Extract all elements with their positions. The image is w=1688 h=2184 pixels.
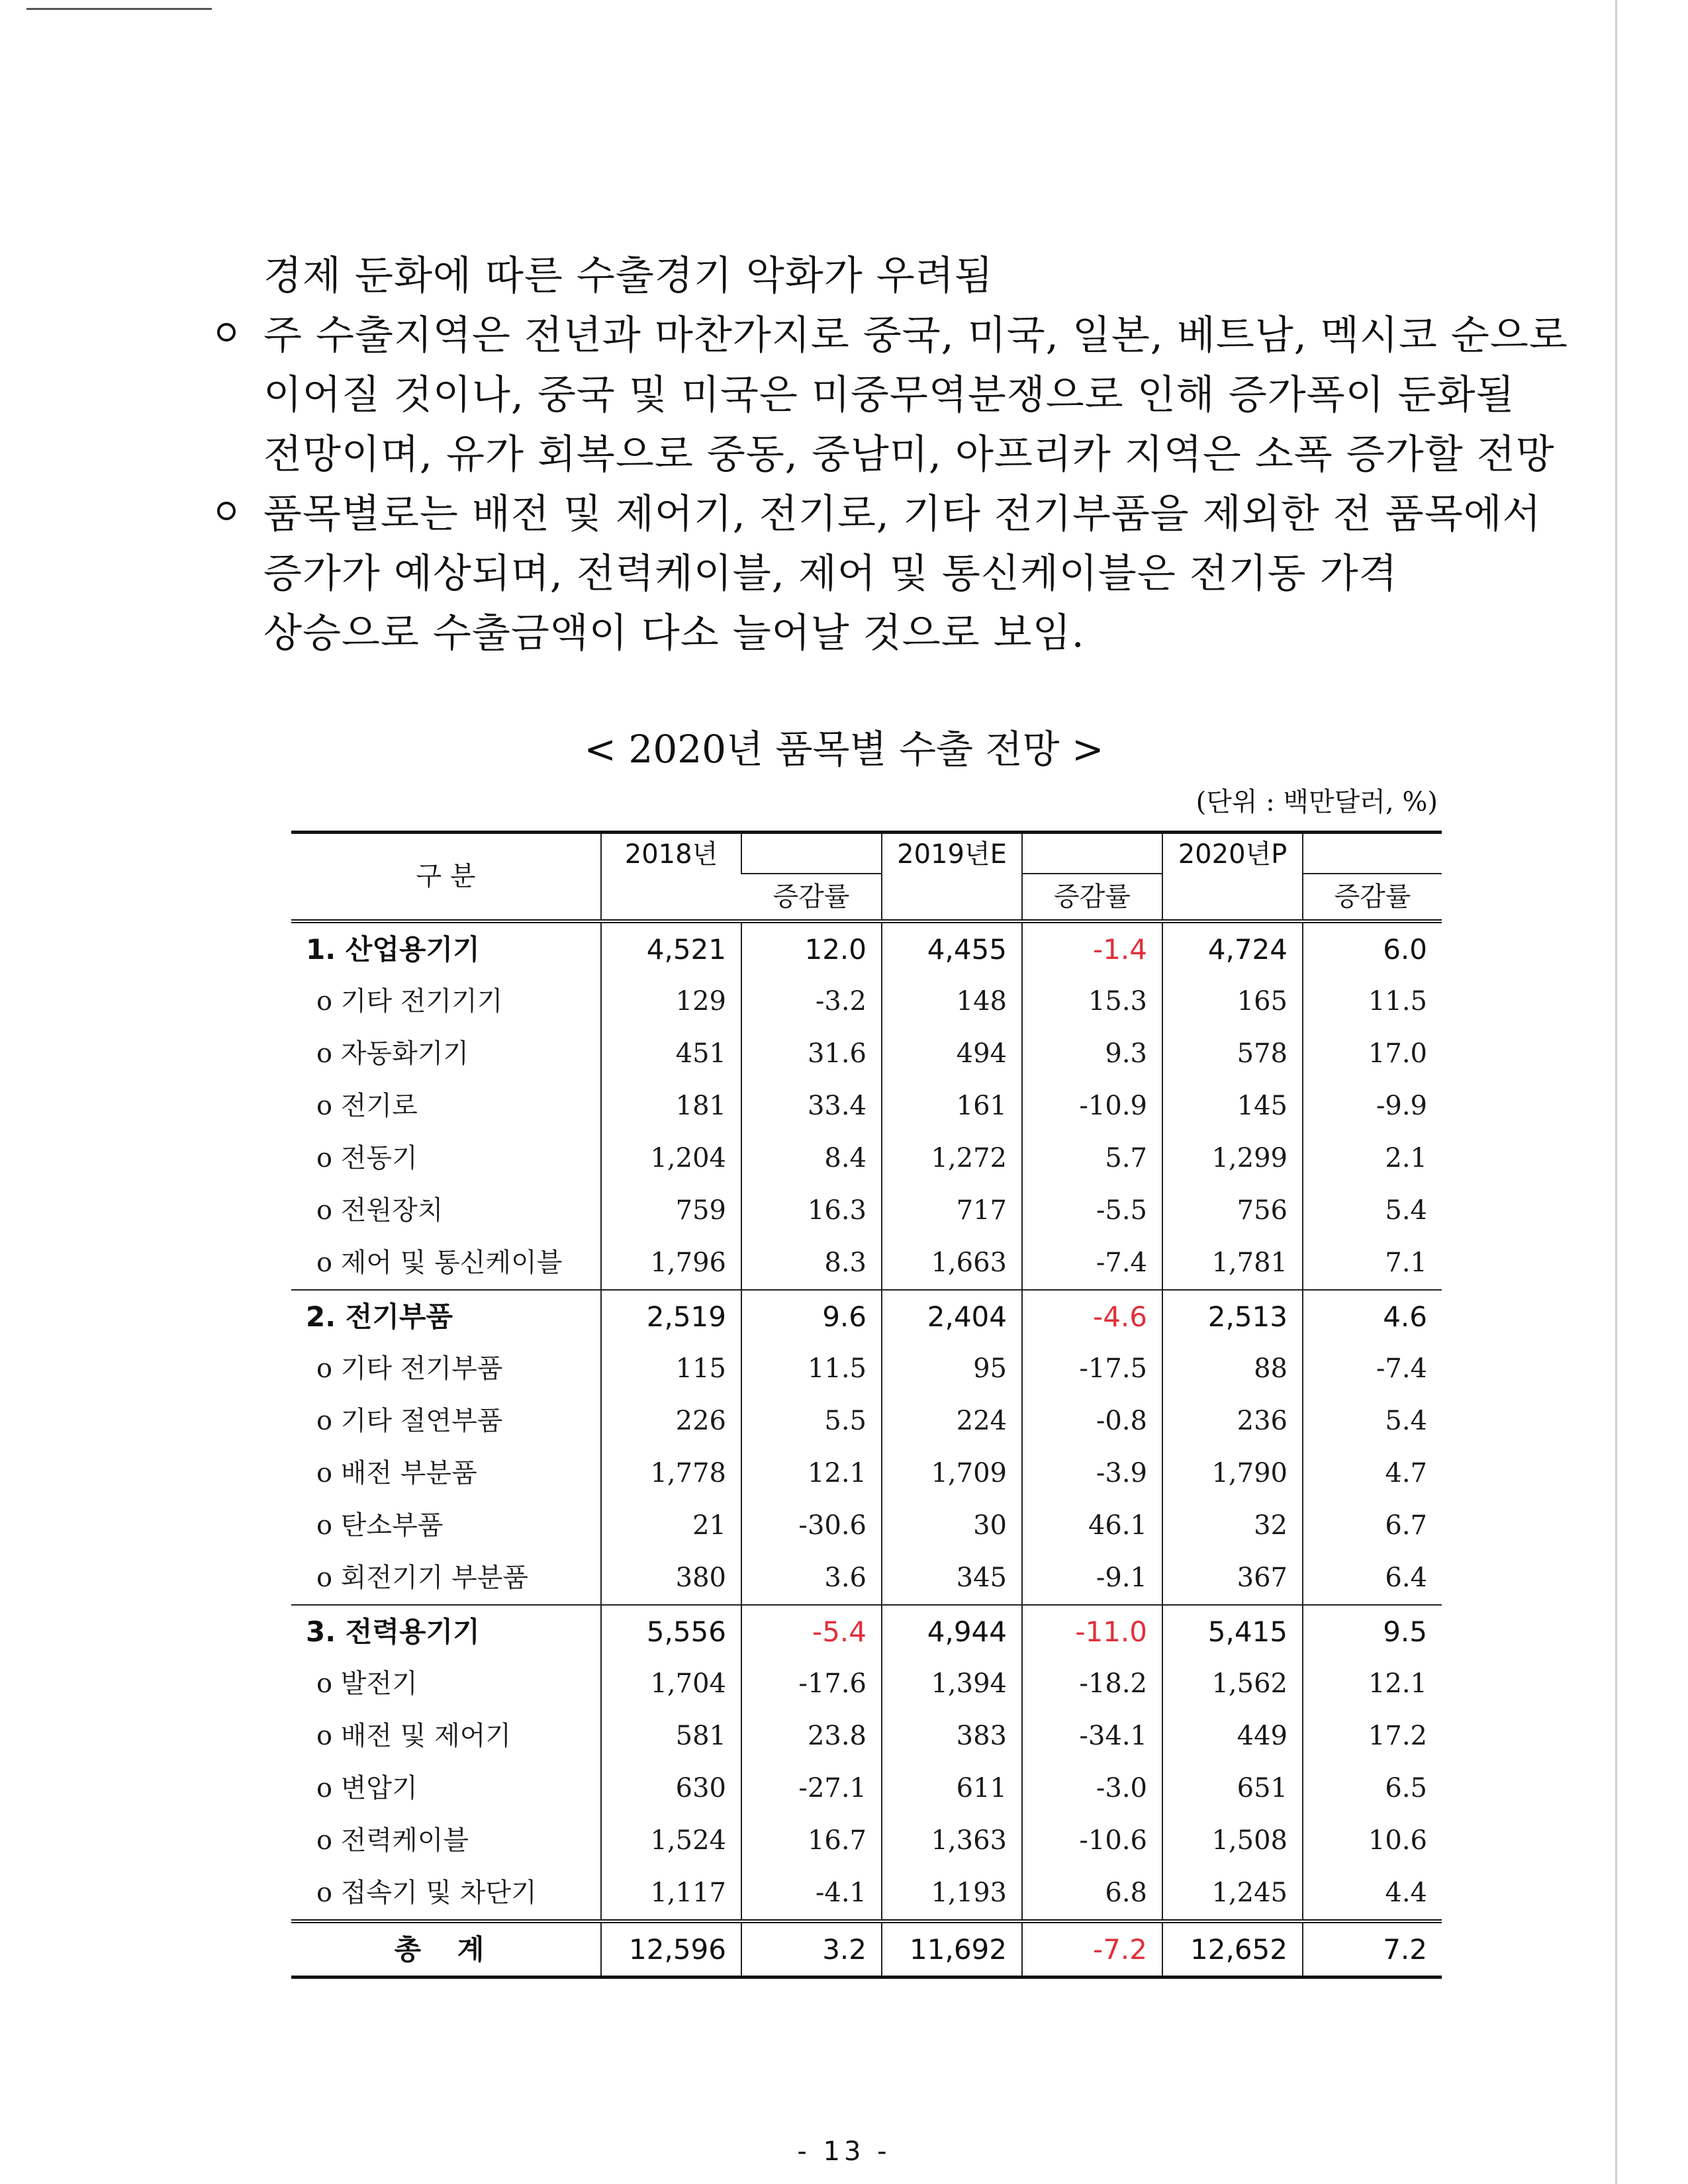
value-2018: 1,796: [601, 1237, 741, 1290]
table-row: [291, 1028, 1442, 1080]
value-2020: 1,562: [1162, 1658, 1303, 1710]
rate-2019: -7.4: [1022, 1237, 1162, 1290]
value-2019: 494: [882, 1028, 1022, 1080]
rate-2018: 9.6: [741, 1290, 882, 1343]
value-2020: 756: [1162, 1185, 1303, 1237]
rate-2019: -9.1: [1022, 1552, 1162, 1605]
table-row: [291, 1500, 1442, 1552]
body-line: 이어질 것이나, 중국 및 미국은 미중무역분쟁으로 인해 증가폭이 둔화될: [263, 372, 1515, 418]
value-2018: 181: [601, 1080, 741, 1132]
value-2020: 449: [1162, 1710, 1303, 1762]
total-label: 총 계: [291, 1921, 601, 1978]
value-2018: 4,521: [601, 921, 741, 976]
body-line: 경제 둔화에 따른 수출경기 악화가 우려됨: [263, 253, 994, 299]
row-label: o 회전기기 부분품: [316, 1562, 528, 1593]
value-2020: 88: [1162, 1343, 1303, 1395]
rate-2020: 6.7: [1303, 1500, 1442, 1552]
table-row: [291, 1132, 1442, 1185]
rate-2020: 9.5: [1303, 1605, 1442, 1658]
row-label: o 기타 전기부품: [316, 1353, 503, 1384]
header-2018: 2018년: [601, 833, 741, 921]
rate-2020: 4.7: [1303, 1447, 1442, 1500]
rate-2019: -1.4: [1022, 921, 1162, 976]
value-2018: 21: [601, 1500, 741, 1552]
total-rate-2020: 7.2: [1303, 1921, 1442, 1978]
value-2020: 2,513: [1162, 1290, 1303, 1343]
value-2019: 1,363: [882, 1815, 1022, 1867]
value-2020: 145: [1162, 1080, 1303, 1132]
value-2018: 630: [601, 1762, 741, 1815]
value-2019: 1,272: [882, 1132, 1022, 1185]
value-2020: 32: [1162, 1500, 1303, 1552]
value-2019: 1,709: [882, 1447, 1022, 1500]
header-2020: 2020년P: [1162, 833, 1303, 921]
value-2020: 1,245: [1162, 1867, 1303, 1921]
table-group-row: [291, 1290, 1442, 1343]
table-row: [291, 1762, 1442, 1815]
total-2019: 11,692: [882, 1921, 1022, 1978]
table-row: [291, 1552, 1442, 1605]
value-2020: 5,415: [1162, 1605, 1303, 1658]
table-title: < 2020년 품목별 수출 전망 >: [584, 727, 1104, 772]
scan-page-edge: [1615, 0, 1617, 2184]
value-2019: 95: [882, 1343, 1022, 1395]
rate-2020: 5.4: [1303, 1395, 1442, 1447]
rate-2019: -11.0: [1022, 1605, 1162, 1658]
rate-2020: 7.1: [1303, 1237, 1442, 1290]
value-2018: 115: [601, 1343, 741, 1395]
table-row: [291, 1237, 1442, 1290]
rate-2019: -34.1: [1022, 1710, 1162, 1762]
rate-2018: 12.1: [741, 1447, 882, 1500]
rate-2020: 6.0: [1303, 921, 1442, 976]
value-2019: 161: [882, 1080, 1022, 1132]
rate-2019: -18.2: [1022, 1658, 1162, 1710]
body-line: 증가가 예상되며, 전력케이블, 제어 및 통신케이블은 전기동 가격: [263, 551, 1398, 597]
table-row: [291, 976, 1442, 1028]
rate-2019: -10.6: [1022, 1815, 1162, 1867]
rate-2020: 4.6: [1303, 1290, 1442, 1343]
value-2018: 380: [601, 1552, 741, 1605]
value-2019: 4,455: [882, 921, 1022, 976]
header-rate-2020: 증감률: [1303, 874, 1442, 921]
value-2020: 367: [1162, 1552, 1303, 1605]
table-row: [291, 1447, 1442, 1500]
table-header-row: [291, 833, 1442, 874]
rate-2019: -3.9: [1022, 1447, 1162, 1500]
header-spacer: [1303, 833, 1442, 874]
body-text: [263, 246, 1568, 663]
body-line: 주 수출지역은 전년과 마찬가지로 중국, 미국, 일본, 베트남, 멕시코 순으로: [263, 312, 1568, 359]
row-label: o 접속기 및 차단기: [316, 1877, 537, 1908]
value-2019: 1,193: [882, 1867, 1022, 1921]
header-category: 구 분: [291, 833, 601, 921]
value-2018: 451: [601, 1028, 741, 1080]
rate-2018: 3.6: [741, 1552, 882, 1605]
row-label: o 발전기: [316, 1668, 418, 1699]
value-2019: 2,404: [882, 1290, 1022, 1343]
value-2018: 1,704: [601, 1658, 741, 1710]
rate-2020: 17.0: [1303, 1028, 1442, 1080]
rate-2018: -4.1: [741, 1867, 882, 1921]
bullet-paragraph-2: [263, 484, 1542, 544]
header-rate-2018: 증감률: [741, 874, 882, 921]
row-label: o 기타 절연부품: [316, 1405, 503, 1436]
row-label: o 전원장치: [316, 1195, 444, 1226]
value-2018: 2,519: [601, 1290, 741, 1343]
total-2020: 12,652: [1162, 1921, 1303, 1978]
value-2020: 4,724: [1162, 921, 1303, 976]
total-2018: 12,596: [601, 1921, 741, 1978]
value-2020: 1,299: [1162, 1132, 1303, 1185]
value-2020: 651: [1162, 1762, 1303, 1815]
table-body: [291, 921, 1442, 1921]
circle-bullet-icon: [217, 323, 236, 341]
value-2019: 717: [882, 1185, 1022, 1237]
rate-2018: 33.4: [741, 1080, 882, 1132]
scan-artifact-line: [26, 8, 212, 10]
table-group-row: [291, 921, 1442, 976]
table-row: [291, 1395, 1442, 1447]
value-2018: 1,117: [601, 1867, 741, 1921]
rate-2018: 12.0: [741, 921, 882, 976]
row-label: 3. 전력용기기: [291, 1605, 601, 1658]
table-row: [291, 1815, 1442, 1867]
rate-2020: -7.4: [1303, 1343, 1442, 1395]
body-line: 상승으로 수출금액이 다소 늘어날 것으로 보임.: [263, 610, 1085, 657]
bullet-paragraph-1: [263, 306, 1568, 365]
value-2019: 30: [882, 1500, 1022, 1552]
header-spacer: [1022, 833, 1162, 874]
table-row: [291, 1658, 1442, 1710]
rate-2018: -17.6: [741, 1658, 882, 1710]
rate-2020: -9.9: [1303, 1080, 1442, 1132]
rate-2020: 17.2: [1303, 1710, 1442, 1762]
rate-2018: 11.5: [741, 1343, 882, 1395]
row-label: o 제어 및 통신케이블: [316, 1247, 563, 1278]
rate-2018: 8.3: [741, 1237, 882, 1290]
table-row: [291, 1080, 1442, 1132]
row-label: o 기타 전기기기: [316, 985, 503, 1017]
value-2019: 345: [882, 1552, 1022, 1605]
value-2018: 1,778: [601, 1447, 741, 1500]
value-2020: 236: [1162, 1395, 1303, 1447]
rate-2020: 5.4: [1303, 1185, 1442, 1237]
value-2019: 1,394: [882, 1658, 1022, 1710]
body-line: 품목별로는 배전 및 제어기, 전기로, 기타 전기부품을 제외한 전 품목에서: [263, 491, 1542, 537]
rate-2020: 12.1: [1303, 1658, 1442, 1710]
unit-note: (단위 : 백만달러, %): [1196, 787, 1438, 817]
table-row: [291, 1710, 1442, 1762]
table-row: [291, 1343, 1442, 1395]
header-spacer: [741, 833, 882, 874]
table-group-row: [291, 1605, 1442, 1658]
table-row: [291, 1185, 1442, 1237]
value-2019: 148: [882, 976, 1022, 1028]
row-label: o 변압기: [316, 1772, 418, 1803]
value-2020: 1,508: [1162, 1815, 1303, 1867]
row-label: o 전기로: [316, 1090, 418, 1121]
rate-2020: 6.5: [1303, 1762, 1442, 1815]
rate-2019: 15.3: [1022, 976, 1162, 1028]
total-rate-2019: -7.2: [1022, 1921, 1162, 1978]
circle-bullet-icon: [217, 502, 236, 520]
row-label: 2. 전기부품: [291, 1290, 601, 1343]
total-rate-2018: 3.2: [741, 1921, 882, 1978]
table-row: [291, 1867, 1442, 1921]
value-2020: 1,781: [1162, 1237, 1303, 1290]
rate-2019: 9.3: [1022, 1028, 1162, 1080]
rate-2020: 2.1: [1303, 1132, 1442, 1185]
row-label: o 자동화기기: [316, 1038, 469, 1069]
value-2018: 581: [601, 1710, 741, 1762]
rate-2019: 46.1: [1022, 1500, 1162, 1552]
value-2019: 224: [882, 1395, 1022, 1447]
row-label: o 배전 및 제어기: [316, 1720, 512, 1751]
value-2020: 1,790: [1162, 1447, 1303, 1500]
value-2018: 5,556: [601, 1605, 741, 1658]
value-2019: 4,944: [882, 1605, 1022, 1658]
rate-2019: -5.5: [1022, 1185, 1162, 1237]
rate-2018: 31.6: [741, 1028, 882, 1080]
value-2018: 129: [601, 976, 741, 1028]
value-2018: 759: [601, 1185, 741, 1237]
body-line: 전망이며, 유가 회복으로 중동, 중남미, 아프리카 지역은 소폭 증가할 전망: [263, 432, 1555, 478]
value-2018: 1,204: [601, 1132, 741, 1185]
rate-2018: 16.3: [741, 1185, 882, 1237]
rate-2018: -30.6: [741, 1500, 882, 1552]
rate-2019: 5.7: [1022, 1132, 1162, 1185]
total-row: [291, 1921, 1442, 1978]
header-2019: 2019년E: [882, 833, 1022, 921]
rate-2018: -5.4: [741, 1605, 882, 1658]
rate-2019: -10.9: [1022, 1080, 1162, 1132]
rate-2018: 8.4: [741, 1132, 882, 1185]
value-2019: 1,663: [882, 1237, 1022, 1290]
rate-2019: -3.0: [1022, 1762, 1162, 1815]
value-2019: 611: [882, 1762, 1022, 1815]
rate-2020: 6.4: [1303, 1552, 1442, 1605]
rate-2018: -27.1: [741, 1762, 882, 1815]
rate-2018: -3.2: [741, 976, 882, 1028]
value-2018: 1,524: [601, 1815, 741, 1867]
header-rate-2019: 증감률: [1022, 874, 1162, 921]
rate-2018: 16.7: [741, 1815, 882, 1867]
value-2020: 578: [1162, 1028, 1303, 1080]
row-label: o 전력케이블: [316, 1825, 469, 1856]
rate-2018: 23.8: [741, 1710, 882, 1762]
row-label: o 탄소부품: [316, 1510, 444, 1541]
page-number: - 13 -: [797, 2136, 891, 2167]
rate-2020: 4.4: [1303, 1867, 1442, 1921]
rate-2019: -0.8: [1022, 1395, 1162, 1447]
export-forecast-table: [291, 831, 1442, 1979]
rate-2020: 11.5: [1303, 976, 1442, 1028]
row-label: o 배전 부분품: [316, 1457, 477, 1488]
rate-2019: 6.8: [1022, 1867, 1162, 1921]
value-2020: 165: [1162, 976, 1303, 1028]
rate-2019: -17.5: [1022, 1343, 1162, 1395]
value-2018: 226: [601, 1395, 741, 1447]
value-2019: 383: [882, 1710, 1022, 1762]
rate-2019: -4.6: [1022, 1290, 1162, 1343]
rate-2018: 5.5: [741, 1395, 882, 1447]
row-label: 1. 산업용기기: [306, 933, 480, 966]
rate-2020: 10.6: [1303, 1815, 1442, 1867]
row-label: o 전동기: [316, 1142, 418, 1173]
